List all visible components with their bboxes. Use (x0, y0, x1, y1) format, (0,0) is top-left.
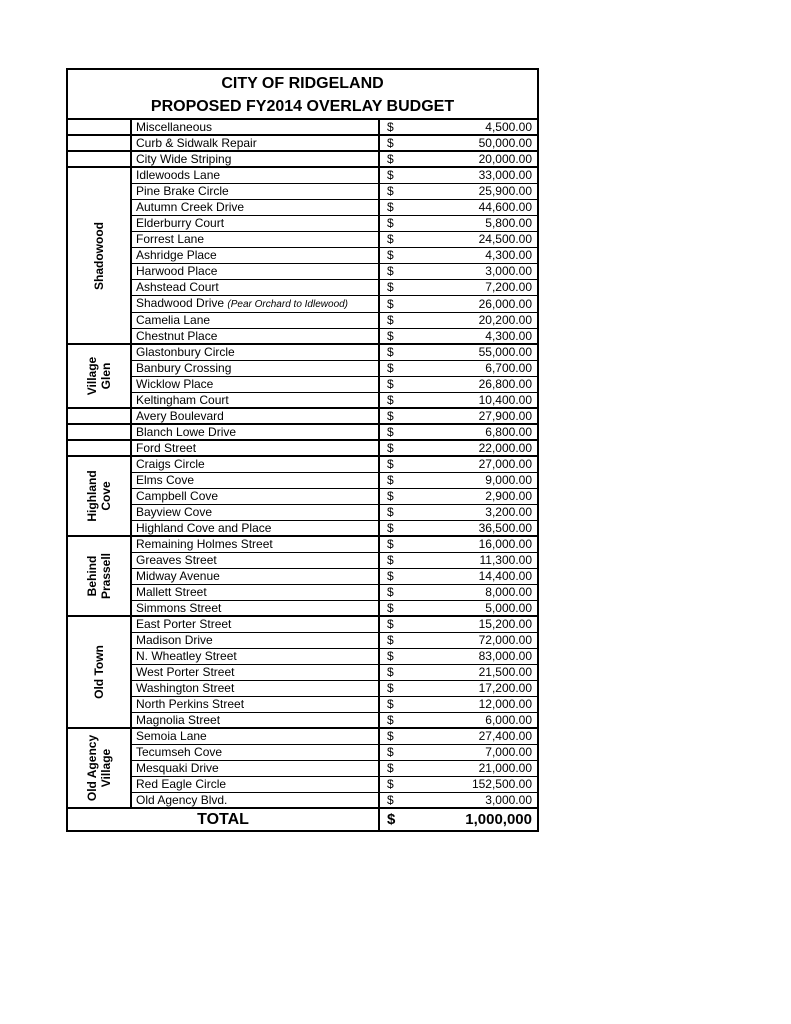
table-row (67, 344, 538, 360)
currency-symbol: $ (387, 712, 394, 727)
group-cell (67, 536, 131, 616)
table-row (67, 728, 538, 744)
street-name-cell (131, 328, 379, 344)
currency-symbol: $ (387, 457, 394, 472)
street-name: Chestnut Place (136, 328, 218, 343)
street-name-cell (131, 408, 379, 424)
street-note: (Pear Orchard to Idlewood) (227, 298, 349, 310)
currency-symbol: $ (387, 248, 394, 262)
amount-cell (379, 295, 538, 312)
group-label-line: Village (99, 748, 113, 788)
table-row (67, 552, 538, 568)
street-name-cell (131, 664, 379, 680)
table-row (67, 488, 538, 504)
amount-value: 9,000.00 (485, 473, 532, 487)
street-name-cell (131, 520, 379, 536)
street-name-cell (131, 119, 379, 135)
street-name: Autumn Creek Drive (136, 200, 245, 214)
currency-symbol: $ (387, 136, 394, 150)
amount-value: 2,900.00 (485, 489, 532, 503)
street-name-cell (131, 312, 379, 328)
currency-symbol: $ (387, 537, 394, 552)
amount-value: 26,800.00 (478, 377, 532, 391)
street-name-cell (131, 440, 379, 456)
currency-symbol: $ (387, 729, 394, 744)
table-row (67, 328, 538, 344)
amount-value: 5,000.00 (485, 600, 532, 615)
amount-cell (379, 392, 538, 408)
street-name-cell (131, 183, 379, 199)
amount-cell (379, 344, 538, 360)
amount-cell (379, 247, 538, 263)
street-name-cell (131, 376, 379, 392)
group-cell (67, 616, 131, 728)
amount-value: 8,000.00 (485, 585, 532, 599)
street-name: Camelia Lane (136, 313, 211, 327)
table-row (67, 616, 538, 632)
amount-value: 36,500.00 (478, 520, 532, 535)
amount-cell (379, 584, 538, 600)
amount-cell (379, 472, 538, 488)
amount-value: 4,300.00 (485, 248, 532, 262)
amount-cell (379, 199, 538, 215)
amount-value: 5,800.00 (485, 216, 532, 230)
title-line-1: CITY OF RIDGELAND (221, 75, 384, 92)
street-name: Pine Brake Circle (136, 184, 229, 198)
currency-symbol: $ (387, 392, 394, 407)
amount-value: 16,000.00 (478, 537, 532, 552)
amount-value: 7,200.00 (485, 280, 532, 294)
street-name: Miscellaneous (136, 120, 213, 134)
amount-cell (379, 792, 538, 808)
street-name-cell (131, 135, 379, 151)
table-row (67, 680, 538, 696)
street-name: Ashridge Place (136, 248, 217, 262)
group-label (85, 735, 113, 801)
street-name: Mesquaki Drive (136, 761, 219, 775)
currency-symbol: $ (387, 569, 394, 583)
table-row (67, 440, 538, 456)
table-row (67, 408, 538, 424)
amount-cell (379, 408, 538, 424)
amount-cell (379, 552, 538, 568)
group-label-line: Prassell (99, 552, 113, 600)
street-name: Madison Drive (136, 633, 213, 647)
amount-cell (379, 424, 538, 440)
currency-symbol: $ (387, 441, 394, 455)
street-name: North Perkins Street (136, 697, 245, 711)
amount-value: 7,000.00 (485, 745, 532, 759)
street-name-cell (131, 552, 379, 568)
amount-cell (379, 696, 538, 712)
table-row (67, 312, 538, 328)
amount-value: 14,400.00 (478, 569, 532, 583)
street-name-cell (131, 616, 379, 632)
amount-value: 20,200.00 (478, 313, 532, 327)
table-row (67, 151, 538, 167)
table-row (67, 376, 538, 392)
currency-symbol: $ (387, 120, 394, 134)
table-row (67, 231, 538, 247)
street-name-cell (131, 632, 379, 648)
currency-symbol: $ (387, 216, 394, 230)
amount-value: 25,900.00 (478, 184, 532, 198)
currency-symbol: $ (387, 585, 394, 599)
total-row (67, 808, 538, 831)
table-row (67, 167, 538, 183)
street-name-cell (131, 600, 379, 616)
table-row (67, 632, 538, 648)
street-name: West Porter Street (136, 665, 235, 679)
table-row (67, 536, 538, 552)
table-row (67, 360, 538, 376)
street-name-cell (131, 392, 379, 408)
street-name-cell (131, 295, 379, 312)
street-name-cell (131, 456, 379, 472)
street-name: Old Agency Blvd. (136, 792, 228, 807)
table-row (67, 520, 538, 536)
title-line-2: PROPOSED FY2014 OVERLAY BUDGET (150, 98, 455, 115)
total-currency-symbol: $ (387, 810, 396, 828)
amount-cell (379, 488, 538, 504)
street-name: Banbury Crossing (136, 361, 232, 375)
amount-cell (379, 520, 538, 536)
table-row (67, 504, 538, 520)
street-name-cell (131, 568, 379, 584)
table-row (67, 584, 538, 600)
table-row (67, 183, 538, 199)
amount-value: 6,000.00 (485, 712, 532, 727)
amount-value: 20,000.00 (478, 152, 532, 166)
table-row (67, 247, 538, 263)
group-cell (67, 151, 131, 167)
street-name: Glastonbury Circle (136, 345, 235, 360)
amount-value: 15,200.00 (478, 617, 532, 632)
street-name: Campbell Cove (136, 489, 219, 503)
total-amount-cell (379, 808, 538, 831)
group-label-line: Cove (99, 481, 113, 511)
amount-cell (379, 135, 538, 151)
amount-value: 6,800.00 (485, 425, 532, 439)
street-name-cell (131, 360, 379, 376)
street-name-cell (131, 504, 379, 520)
street-name-cell (131, 263, 379, 279)
currency-symbol: $ (387, 377, 394, 391)
street-name: Forrest Lane (136, 232, 205, 246)
table-row (67, 119, 538, 135)
currency-symbol: $ (387, 473, 394, 487)
amount-cell (379, 440, 538, 456)
currency-symbol: $ (387, 665, 394, 679)
currency-symbol: $ (387, 200, 394, 214)
table-row (67, 776, 538, 792)
currency-symbol: $ (387, 232, 394, 246)
street-name: Blanch Lowe Drive (136, 425, 237, 439)
amount-value: 3,000.00 (485, 792, 532, 807)
amount-cell (379, 167, 538, 183)
street-name: Shadwood Drive (136, 295, 225, 310)
currency-symbol: $ (387, 553, 394, 567)
amount-value: 4,300.00 (485, 328, 532, 343)
amount-cell (379, 536, 538, 552)
currency-symbol: $ (387, 777, 394, 791)
street-name: Avery Boulevard (136, 409, 224, 423)
street-name: N. Wheatley Street (136, 649, 237, 663)
currency-symbol: $ (387, 152, 394, 166)
street-name: Greaves Street (136, 553, 217, 567)
amount-value: 11,300.00 (479, 553, 532, 567)
street-name-cell (131, 472, 379, 488)
group-label (85, 470, 113, 521)
total-label: TOTAL (67, 808, 379, 831)
currency-symbol: $ (387, 313, 394, 327)
street-name-cell (131, 792, 379, 808)
amount-cell (379, 183, 538, 199)
street-name: Curb & Sidwalk Repair (136, 136, 257, 150)
amount-cell (379, 328, 538, 344)
currency-symbol: $ (387, 168, 394, 183)
group-label-line: Old Town (92, 645, 106, 699)
table-row (67, 295, 538, 312)
currency-symbol: $ (387, 361, 394, 375)
street-name-cell (131, 151, 379, 167)
amount-cell (379, 360, 538, 376)
amount-cell (379, 632, 538, 648)
group-label-line: Glen (99, 362, 113, 390)
table-title-cell (67, 69, 538, 119)
amount-cell (379, 312, 538, 328)
street-name-cell (131, 231, 379, 247)
currency-symbol: $ (387, 697, 394, 711)
group-cell (67, 135, 131, 151)
amount-cell (379, 215, 538, 231)
street-name: Harwood Place (136, 264, 218, 278)
amount-cell (379, 568, 538, 584)
group-label (85, 357, 113, 395)
amount-value: 55,000.00 (478, 345, 532, 360)
amount-value: 10,400.00 (478, 392, 532, 407)
amount-cell (379, 712, 538, 728)
amount-value: 27,400.00 (478, 729, 532, 744)
amount-value: 21,000.00 (478, 761, 532, 775)
street-name-cell (131, 712, 379, 728)
group-label (92, 222, 106, 290)
group-cell (67, 167, 131, 344)
group-label-line: Village (85, 356, 99, 396)
table-row (67, 199, 538, 215)
amount-value: 33,000.00 (478, 168, 532, 183)
street-name-cell (131, 279, 379, 295)
table-row (67, 568, 538, 584)
group-label (85, 553, 113, 599)
street-name-cell (131, 680, 379, 696)
currency-symbol: $ (387, 649, 394, 663)
street-name: East Porter Street (136, 617, 232, 632)
street-name-cell (131, 424, 379, 440)
amount-value: 3,200.00 (485, 505, 532, 519)
currency-symbol: $ (387, 792, 394, 807)
street-name: Elderburry Court (136, 216, 225, 230)
total-amount-value: 1,000,000 (465, 810, 532, 828)
group-cell (67, 456, 131, 536)
amount-value: 72,000.00 (478, 633, 532, 647)
street-name-cell (131, 648, 379, 664)
amount-cell (379, 744, 538, 760)
table-row (67, 215, 538, 231)
currency-symbol: $ (387, 681, 394, 695)
table-row (67, 263, 538, 279)
amount-value: 21,500.00 (478, 665, 532, 679)
amount-value: 50,000.00 (478, 136, 532, 150)
street-name: Simmons Street (136, 600, 222, 615)
table-row (67, 648, 538, 664)
amount-value: 27,000.00 (478, 457, 532, 472)
amount-cell (379, 648, 538, 664)
street-name-cell (131, 344, 379, 360)
table-row (67, 135, 538, 151)
amount-cell (379, 119, 538, 135)
amount-cell (379, 600, 538, 616)
street-name-cell (131, 584, 379, 600)
amount-value: 17,200.00 (478, 681, 532, 695)
table-row (67, 456, 538, 472)
currency-symbol: $ (387, 745, 394, 759)
group-cell (67, 440, 131, 456)
currency-symbol: $ (387, 328, 394, 343)
amount-value: 3,000.00 (485, 264, 532, 278)
group-cell (67, 119, 131, 135)
currency-symbol: $ (387, 296, 394, 311)
street-name: Remaining Holmes Street (136, 537, 273, 552)
amount-value: 4,500.00 (485, 120, 532, 134)
group-label-line: Old Agency (85, 734, 99, 802)
street-name: Bayview Cove (136, 505, 213, 519)
amount-value: 83,000.00 (478, 649, 532, 663)
currency-symbol: $ (387, 505, 394, 519)
street-name-cell (131, 199, 379, 215)
table-row (67, 424, 538, 440)
street-name: City Wide Striping (136, 152, 232, 166)
group-label (92, 645, 106, 699)
overlay-budget-table (66, 68, 539, 832)
street-name: Magnolia Street (136, 712, 221, 727)
currency-symbol: $ (387, 520, 394, 535)
group-cell (67, 728, 131, 808)
street-name-cell (131, 536, 379, 552)
currency-symbol: $ (387, 345, 394, 360)
street-name: Midway Avenue (136, 569, 220, 583)
street-name-cell (131, 167, 379, 183)
table-row (67, 792, 538, 808)
table-row (67, 712, 538, 728)
currency-symbol: $ (387, 409, 394, 423)
street-name: Tecumseh Cove (136, 745, 223, 759)
amount-value: 27,900.00 (478, 409, 532, 423)
currency-symbol: $ (387, 617, 394, 632)
currency-symbol: $ (387, 184, 394, 198)
amount-cell (379, 279, 538, 295)
currency-symbol: $ (387, 264, 394, 278)
street-name-cell (131, 776, 379, 792)
amount-value: 152,500.00 (471, 777, 532, 791)
street-name: Keltingham Court (136, 392, 229, 407)
street-name-cell (131, 744, 379, 760)
amount-cell (379, 504, 538, 520)
street-name: Wicklow Place (136, 377, 214, 391)
group-label-line: Shadowood (92, 221, 106, 290)
street-name: Idlewoods Lane (136, 168, 221, 183)
group-cell (67, 424, 131, 440)
currency-symbol: $ (387, 761, 394, 775)
currency-symbol: $ (387, 425, 394, 439)
street-name: Highland Cove and Place (136, 520, 272, 535)
amount-cell (379, 728, 538, 744)
amount-cell (379, 376, 538, 392)
street-name: Red Eagle Circle (136, 777, 227, 791)
group-cell (67, 344, 131, 408)
street-name-cell (131, 696, 379, 712)
table-row (67, 744, 538, 760)
amount-value: 12,000.00 (478, 697, 532, 711)
currency-symbol: $ (387, 489, 394, 503)
amount-cell (379, 776, 538, 792)
table-row (67, 696, 538, 712)
street-name-cell (131, 488, 379, 504)
street-name: Elms Cove (136, 473, 195, 487)
table-row (67, 392, 538, 408)
amount-cell (379, 231, 538, 247)
amount-cell (379, 151, 538, 167)
group-cell (67, 408, 131, 424)
street-name: Washington Street (136, 681, 235, 695)
table-header-row (67, 69, 538, 119)
amount-cell (379, 263, 538, 279)
amount-value: 22,000.00 (478, 441, 532, 455)
street-name-cell (131, 760, 379, 776)
street-name: Ford Street (136, 441, 197, 455)
amount-value: 6,700.00 (485, 361, 532, 375)
table-row (67, 600, 538, 616)
amount-cell (379, 760, 538, 776)
group-label-line: Behind (85, 555, 99, 597)
street-name: Ashstead Court (136, 280, 219, 294)
amount-cell (379, 456, 538, 472)
street-name: Mallett Street (136, 585, 207, 599)
table-row (67, 760, 538, 776)
currency-symbol: $ (387, 633, 394, 647)
group-label-line: Highland (85, 470, 99, 522)
amount-value: 26,000.00 (478, 296, 532, 311)
street-name: Craigs Circle (136, 457, 205, 472)
table-row (67, 472, 538, 488)
street-name-cell (131, 728, 379, 744)
currency-symbol: $ (387, 280, 394, 294)
street-name-cell (131, 247, 379, 263)
currency-symbol: $ (387, 600, 394, 615)
street-name: Semoia Lane (136, 729, 207, 744)
amount-value: 44,600.00 (478, 200, 532, 214)
amount-cell (379, 680, 538, 696)
table-row (67, 664, 538, 680)
street-name-cell (131, 215, 379, 231)
amount-cell (379, 664, 538, 680)
table-row (67, 279, 538, 295)
amount-cell (379, 616, 538, 632)
amount-value: 24,500.00 (478, 232, 532, 246)
